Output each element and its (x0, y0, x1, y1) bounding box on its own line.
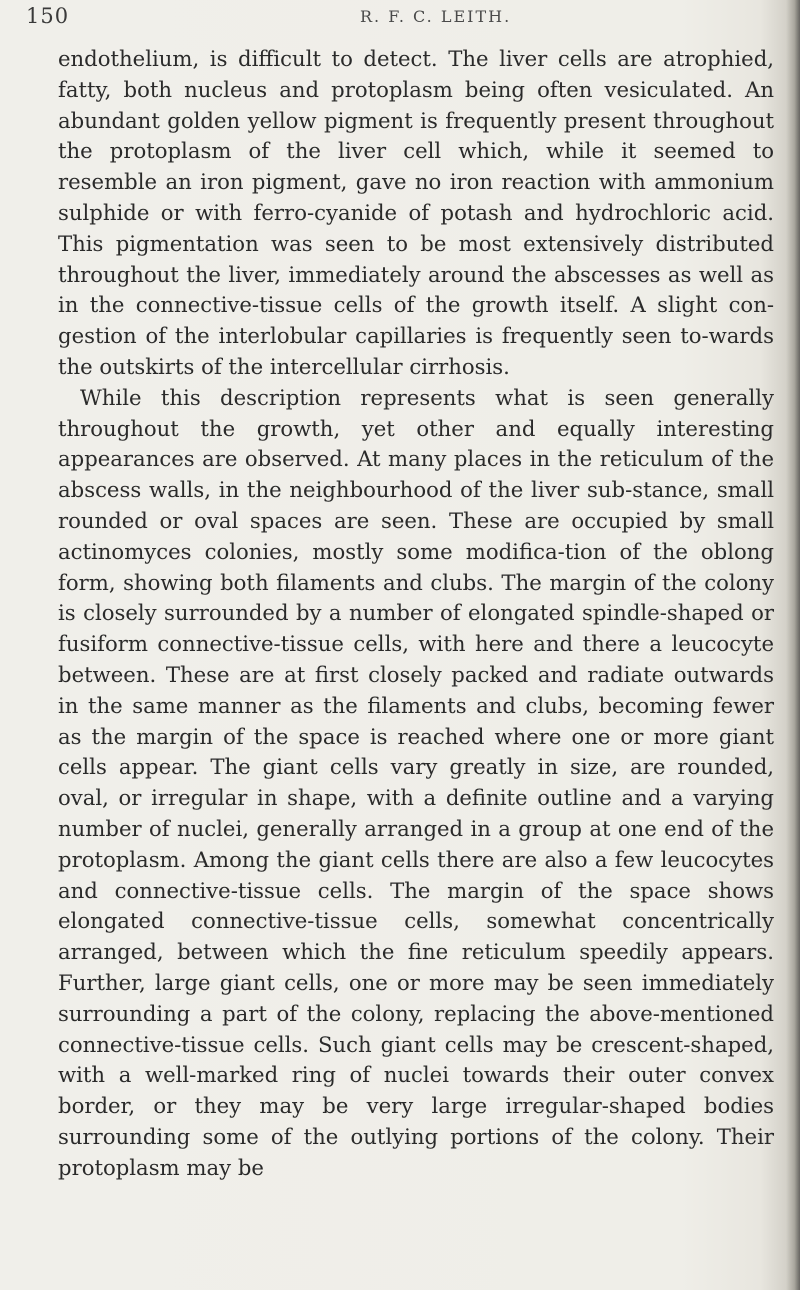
running-head: R. F. C. LEITH. (360, 7, 512, 26)
page-header (0, 4, 800, 40)
body-text (58, 44, 774, 1183)
paragraph-2: While this description represents what is seen generally throughout the growth, yet other and equally interesting appearances are observed. At many places in the reticulum of the abscess walls, in the neighbourhood of the liver sub-stance, small rounded or oval spaces are seen. These are occupied by small actinomyces colonies, mostly some modifica-tion of the oblong form, showing both filaments and clubs. The margin of the colony is closely surrounded by a number of elongated spindle-shaped or fusiform connective-tissue cells, with here and there a leucocyte between. These are at first closely packed and radiate outwards in the same manner as the filaments and clubs, becoming fewer as the margin of the space is reached where one or more giant cells appear. The giant cells vary greatly in size, are rounded, oval, or irregular in shape, with a definite outline and a varying number of nuclei, generally arranged in a group at one end of the protoplasm. Among the giant cells there are also a few leucocytes and connective-tissue cells. The margin of the space shows elongated connective-tissue cells, somewhat concentrically arranged, between which the fine reticulum speedily appears. Further, large giant cells, one or more may be seen immediately surrounding a part of the colony, replacing the above-mentioned connective-tissue cells. Such giant cells may be crescent-shaped, with a well-marked ring of nuclei towards their outer convex border, or they may be very large irregular-shaped bodies surrounding some of the outlying portions of the colony. Their protoplasm may be (58, 384, 774, 1180)
paragraph-1: endothelium, is difficult to detect. The liver cells are atrophied, fatty, both nucleus and protoplasm being often vesiculated. An abundant golden yellow pigment is frequently present throughout the protoplasm of the liver cell which, while it seemed to resemble an iron pigment, gave no iron reaction with ammonium sulphide or with ferro-cyanide of potash and hydrochloric acid. This pigmentation was seen to be most extensively distributed throughout the liver, immediately around the abscesses as well as in the connective-tissue cells of the growth itself. A slight con-gestion of the interlobular capillaries is frequently seen to-wards the outskirts of the intercellular cirrhosis. (58, 46, 774, 379)
page-number: 150 (26, 4, 70, 28)
page-edge-shadow (786, 0, 800, 1290)
